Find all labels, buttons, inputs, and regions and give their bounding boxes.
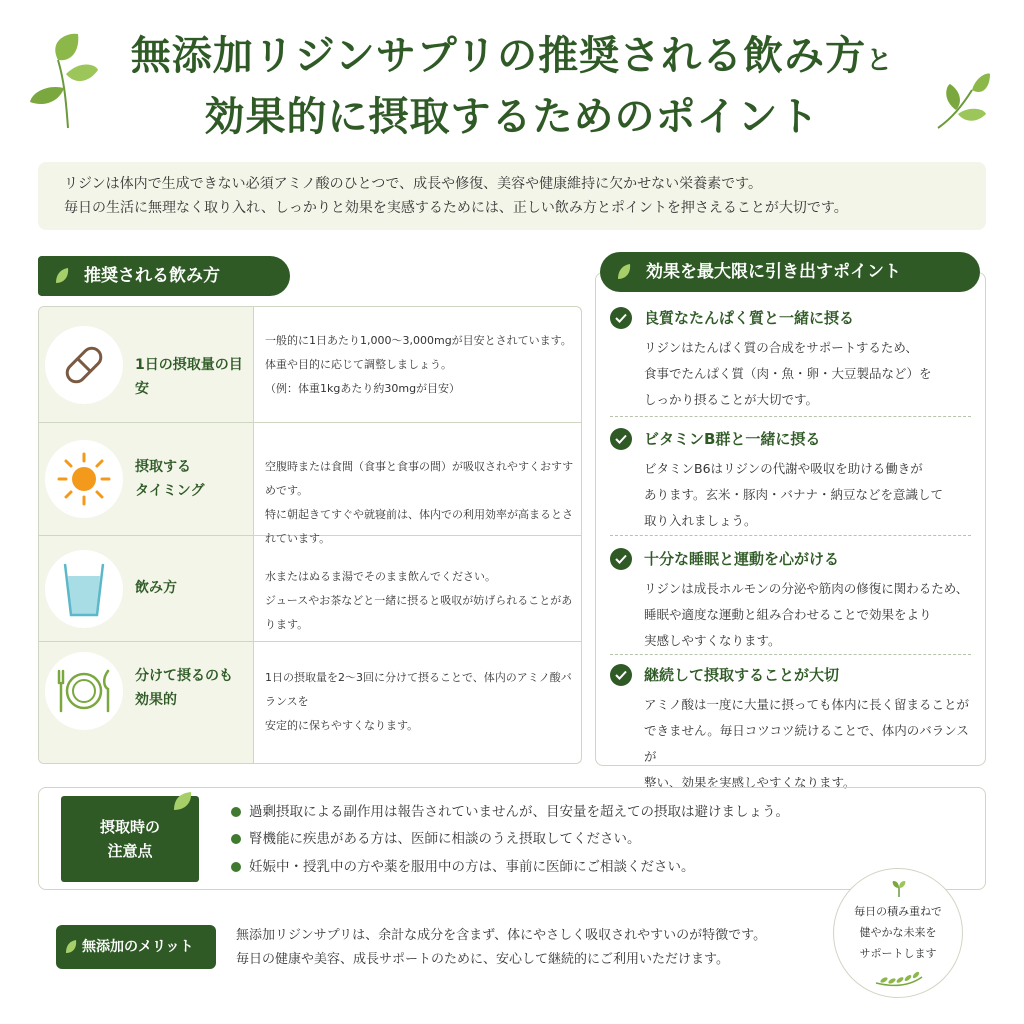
row-name-line: タイミング <box>135 483 205 499</box>
desc-line: 食事でたんぱく質（肉・魚・卵・大豆製品など）を <box>644 366 932 381</box>
merit-label <box>56 925 216 969</box>
desc-line: リジンはたんぱく質の合成をサポートするため、 <box>644 340 918 355</box>
caution-item <box>231 857 695 877</box>
caution-label-line: 摂取時の <box>99 818 160 836</box>
row-description <box>265 666 577 738</box>
laurel-icon <box>872 969 926 989</box>
desc-line: あります。玄米・豚肉・バナナ・納豆などを意識して <box>644 487 944 502</box>
row-label-cell <box>39 536 254 641</box>
point-title: ビタミンB群と一緒に摂る <box>644 430 821 448</box>
check-icon <box>610 428 632 450</box>
row-name-line: 効果的 <box>135 692 177 708</box>
badge-line: サポートします <box>859 947 937 960</box>
desc-line: 空腹時または食間（食事と食事の間）が吸収されやすくおすすめです。 <box>265 460 574 497</box>
divider <box>610 416 971 417</box>
row-name-line: 分けて摂るのも <box>135 668 233 684</box>
merit-label-text: 無添加のメリット <box>82 939 194 955</box>
row-name: 飲み方 <box>135 580 177 596</box>
desc-line: できません。毎日コツコツ続けることで、体内のバランスが <box>644 723 969 764</box>
desc-line: ジュースやお茶などと一緒に摂ると吸収が妨げられることがあります。 <box>265 594 573 631</box>
section-header-recommended <box>38 256 290 296</box>
badge-line: 健やかな未来を <box>859 926 937 939</box>
row-label-cell <box>39 423 254 535</box>
caution-item <box>231 802 789 822</box>
section-header-points <box>600 252 980 292</box>
section-header-label: 推奨される飲み方 <box>84 266 220 286</box>
divider <box>610 535 971 536</box>
desc-line: （例：体重1kgあたり約30mgが目安） <box>265 382 461 395</box>
point-title: 十分な睡眠と運動を心がける <box>644 550 840 568</box>
point-description <box>644 335 973 413</box>
sun-icon <box>55 450 113 508</box>
title-line-1: 無添加リジンサプリの推奨される飲み方 <box>130 33 867 79</box>
bullet-dot <box>231 834 241 844</box>
leaf-icon <box>64 939 78 955</box>
intro-line: リジンは体内で生成できない必須アミノ酸のひとつで、成長や修復、美容や健康維持に欠かせない栄養素です。 <box>64 176 762 192</box>
bullet-dot <box>231 862 241 872</box>
desc-line: 安定的に保ちやすくなります。 <box>265 719 419 732</box>
check-icon <box>610 307 632 329</box>
points-panel <box>595 272 986 790</box>
intro-line: 毎日の生活に無理なく取り入れ、しっかりと効果を実感するためには、正しい飲み方とポイントを押さえることが大切です。 <box>64 200 848 216</box>
desc-line: しっかり摂ることが大切です。 <box>644 392 819 407</box>
merit-line: 無添加リジンサプリは、余計な成分を含まず、体にやさしく吸収されやすいのが特徴です。 <box>236 928 767 943</box>
point-description <box>644 692 973 796</box>
row-label-cell <box>39 642 254 764</box>
desc-line: 1日の摂取量を2〜3回に分けて摂ることで、体内のアミノ酸バランスを <box>265 671 572 708</box>
merit-description <box>236 924 836 972</box>
section-header-label: 効果を最大限に引き出すポイント <box>646 262 901 282</box>
badge-text <box>834 901 962 964</box>
check-icon <box>610 548 632 570</box>
table-row <box>39 642 582 764</box>
row-label-cell <box>39 307 254 422</box>
desc-line: 一般的に1日あたり1,000〜3,000mgが目安とされています。 <box>265 334 572 347</box>
leaf-icon <box>616 263 632 281</box>
caution-label-line: 注意点 <box>107 842 153 860</box>
point-description <box>644 576 973 654</box>
icon-circle <box>45 326 123 404</box>
desc-line: アミノ酸は一度に大量に摂っても体内に長く留まることが <box>644 697 970 712</box>
caution-item <box>231 829 641 849</box>
leaf-icon <box>54 267 70 285</box>
row-description <box>265 329 577 401</box>
plate-cutlery-icon <box>52 665 116 717</box>
desc-line: 実感しやすくなります。 <box>644 633 781 648</box>
page-title <box>0 28 1024 145</box>
badge-line: 毎日の積み重ねで <box>854 905 942 918</box>
desc-line: 取り入れましょう。 <box>644 513 757 528</box>
row-name: 1日の摂取量の目安 <box>135 357 243 397</box>
caution-box <box>38 787 986 890</box>
table-row <box>39 423 582 545</box>
caution-item-text: 腎機能に疾患がある方は、医師に相談のうえ摂取してください。 <box>249 831 641 847</box>
caution-item-text: 過剰摂取による副作用は報告されていませんが、目安量を超えての摂取は避けましょう。 <box>249 804 789 820</box>
desc-line: 睡眠や適度な運動と組み合わせることで効果をより <box>644 607 932 622</box>
icon-circle <box>45 550 123 628</box>
capsule-icon <box>58 339 110 391</box>
row-name <box>135 664 253 712</box>
check-icon <box>610 664 632 686</box>
leaf-icon <box>171 790 193 812</box>
caution-item-text: 妊娠中・授乳中の方や薬を服用中の方は、事前に医師にご相談ください。 <box>249 859 695 875</box>
title-line-1-suffix: と <box>866 46 894 76</box>
icon-circle <box>45 440 123 518</box>
intro-box <box>38 162 986 230</box>
point-title: 良質なたんぱく質と一緒に摂る <box>644 309 855 327</box>
bullet-dot <box>231 807 241 817</box>
merit-line: 毎日の健康や美容、成長サポートのために、安心して継続的にご利用いただけます。 <box>236 952 729 967</box>
divider <box>610 654 971 655</box>
recommended-table <box>38 306 582 764</box>
desc-line: 体重や目的に応じて調整しましょう。 <box>265 358 452 371</box>
caution-label <box>61 796 199 882</box>
icon-circle <box>45 652 123 730</box>
title-line-2: 効果的に摂取するためのポイント <box>204 94 820 140</box>
table-row <box>39 536 582 642</box>
desc-line: リジンは成長ホルモンの分泌や筋肉の修復に関わるため、 <box>644 581 969 596</box>
row-name-line: 摂取する <box>135 459 191 475</box>
support-badge <box>833 868 963 998</box>
desc-line: ビタミンB6はリジンの代謝や吸収を助ける働きが <box>644 461 923 476</box>
row-name <box>135 455 253 503</box>
desc-line: 水またはぬるま湯でそのまま飲んでください。 <box>265 570 496 583</box>
point-title: 継続して摂取することが大切 <box>644 666 840 684</box>
sprout-icon <box>891 879 907 897</box>
point-description <box>644 456 973 534</box>
desc-line: 特に朝起きてすぐや就寝前は、体内での利用効率が高まるとされています。 <box>265 508 573 545</box>
table-row <box>39 307 582 423</box>
desc-line: 整い、効果を実感しやすくなります。 <box>644 775 856 790</box>
water-glass-icon <box>59 560 109 618</box>
row-description <box>265 565 577 637</box>
